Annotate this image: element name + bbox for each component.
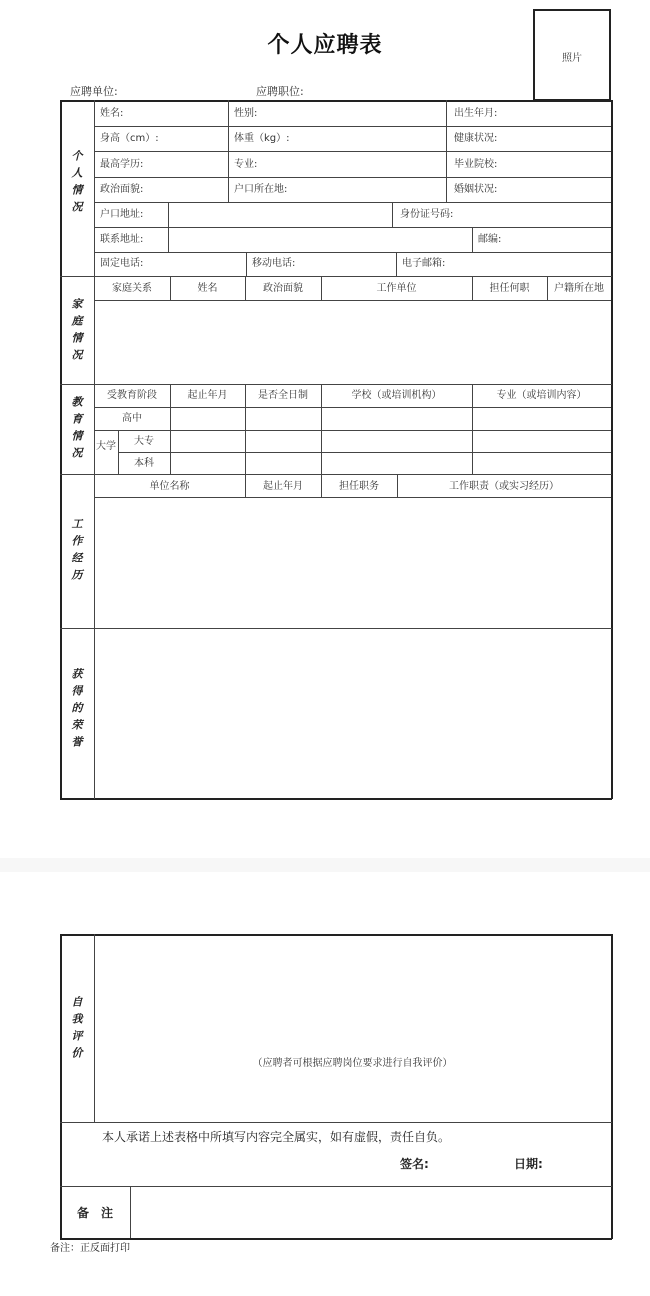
col-line [228,100,229,202]
field-birth-label: 出生年月: [454,108,498,119]
section-label-self-eval: 自我评价 [70,996,83,1064]
row-line [94,227,611,228]
section-separator [60,276,612,277]
form-title: 个人应聘表 [267,33,383,58]
edu-row-bachelor: 本科 [134,458,154,469]
field-hukou-place-label: 户口所在地: [234,184,288,195]
field-email-label: 电子邮箱: [402,258,446,269]
table2-border-bottom [60,1238,612,1240]
row-line [94,177,611,178]
photo-box[interactable] [533,9,611,101]
table-border-left [60,100,62,799]
photo-label: 照片 [562,53,582,64]
footer-note: 备注：正反面打印 [50,1243,130,1254]
field-height-label: 身高（cm）: [100,133,159,144]
field-postcode-label: 邮编: [478,234,502,245]
col-line [446,100,447,202]
field-health-label: 健康状况: [454,133,498,144]
edu-row-highschool: 高中 [122,413,142,424]
field-marital-label: 婚姻状况: [454,184,498,195]
row-line [94,126,611,127]
edu-header-period: 起止年月 [187,390,228,401]
col-line [246,252,247,276]
row-line [60,1186,612,1187]
row-line [94,252,611,253]
field-mobile-label: 移动电话: [252,258,296,269]
family-header-relation: 家庭关系 [112,283,152,294]
family-header-title: 担任何职 [489,283,530,294]
self-eval-column-divider [94,934,95,1122]
col-line [130,1186,131,1238]
row-line [94,430,611,431]
section-label-education: 教育情况 [70,396,83,464]
section-label-family: 家庭情况 [70,298,83,366]
col-line [396,252,397,276]
edu-header-major: 专业（或培训内容） [496,390,587,401]
work-header-position: 担任职务 [339,481,379,492]
row-line [118,452,611,453]
field-politics-label: 政治面貌: [100,184,144,195]
family-header-line [94,300,611,301]
work-header-line [94,497,611,498]
field-id-number-label: 身份证号码: [400,209,454,220]
section-label-personal: 个人情况 [70,150,83,218]
field-landline-label: 固定电话: [100,258,144,269]
page-gap [0,858,650,872]
edu-header-stage: 受教育阶段 [107,390,157,401]
section-separator [60,628,612,629]
row-line [60,1122,612,1123]
col-line [472,227,473,252]
col-line [168,202,169,252]
pledge-text: 本人承诺上述表格中所填写内容完全属实，如有虚假，责任自负。 [102,1130,451,1144]
signature-label: 签名: [400,1157,429,1171]
field-school-label: 毕业院校: [454,159,498,170]
section-separator [60,474,612,475]
col-line [392,202,393,227]
row-line [94,202,611,203]
applied-unit-label: 应聘单位: [70,85,118,98]
family-header-politics: 政治面貌 [263,283,303,294]
section-separator [60,384,612,385]
field-contact-address-label: 联系地址: [100,234,144,245]
table-border-top [60,100,612,102]
table-border-right [611,100,613,799]
edu-header-fulltime: 是否全日制 [258,390,308,401]
table-border-bottom [60,798,612,800]
date-label: 日期: [514,1157,543,1171]
family-header-name: 姓名 [197,283,218,294]
section-label-honors: 获得的荣誉 [70,668,83,753]
work-header-period: 起止年月 [263,481,303,492]
edu-header-school: 学校（或培训机构） [351,390,442,401]
table2-border-right [611,934,613,1239]
work-header-duties: 工作职责（或实习经历） [449,481,559,492]
field-hukou-address-label: 户口地址: [100,209,144,220]
field-major-label: 专业: [234,159,258,170]
field-gender-label: 性别: [234,108,258,119]
work-header-company: 单位名称 [149,481,190,492]
edu-row-college: 大专 [134,436,154,447]
family-header-workplace: 工作单位 [376,283,417,294]
remarks-label: 备 注 [76,1206,113,1220]
row-line [94,407,611,408]
table2-border-top [60,934,612,936]
family-header-hukou: 户籍所在地 [554,283,604,294]
field-weight-label: 体重（kg）: [234,133,290,144]
field-name-label: 姓名: [100,108,124,119]
self-eval-hint: （应聘者可根据应聘岗位要求进行自我评价） [252,1058,453,1069]
applied-position-label: 应聘职位: [256,85,304,98]
table2-border-left [60,934,62,1239]
section-label-work: 工作经历 [70,518,83,586]
field-degree-label: 最高学历: [100,159,144,170]
row-line [94,151,611,152]
edu-row-university: 大学 [96,441,116,452]
